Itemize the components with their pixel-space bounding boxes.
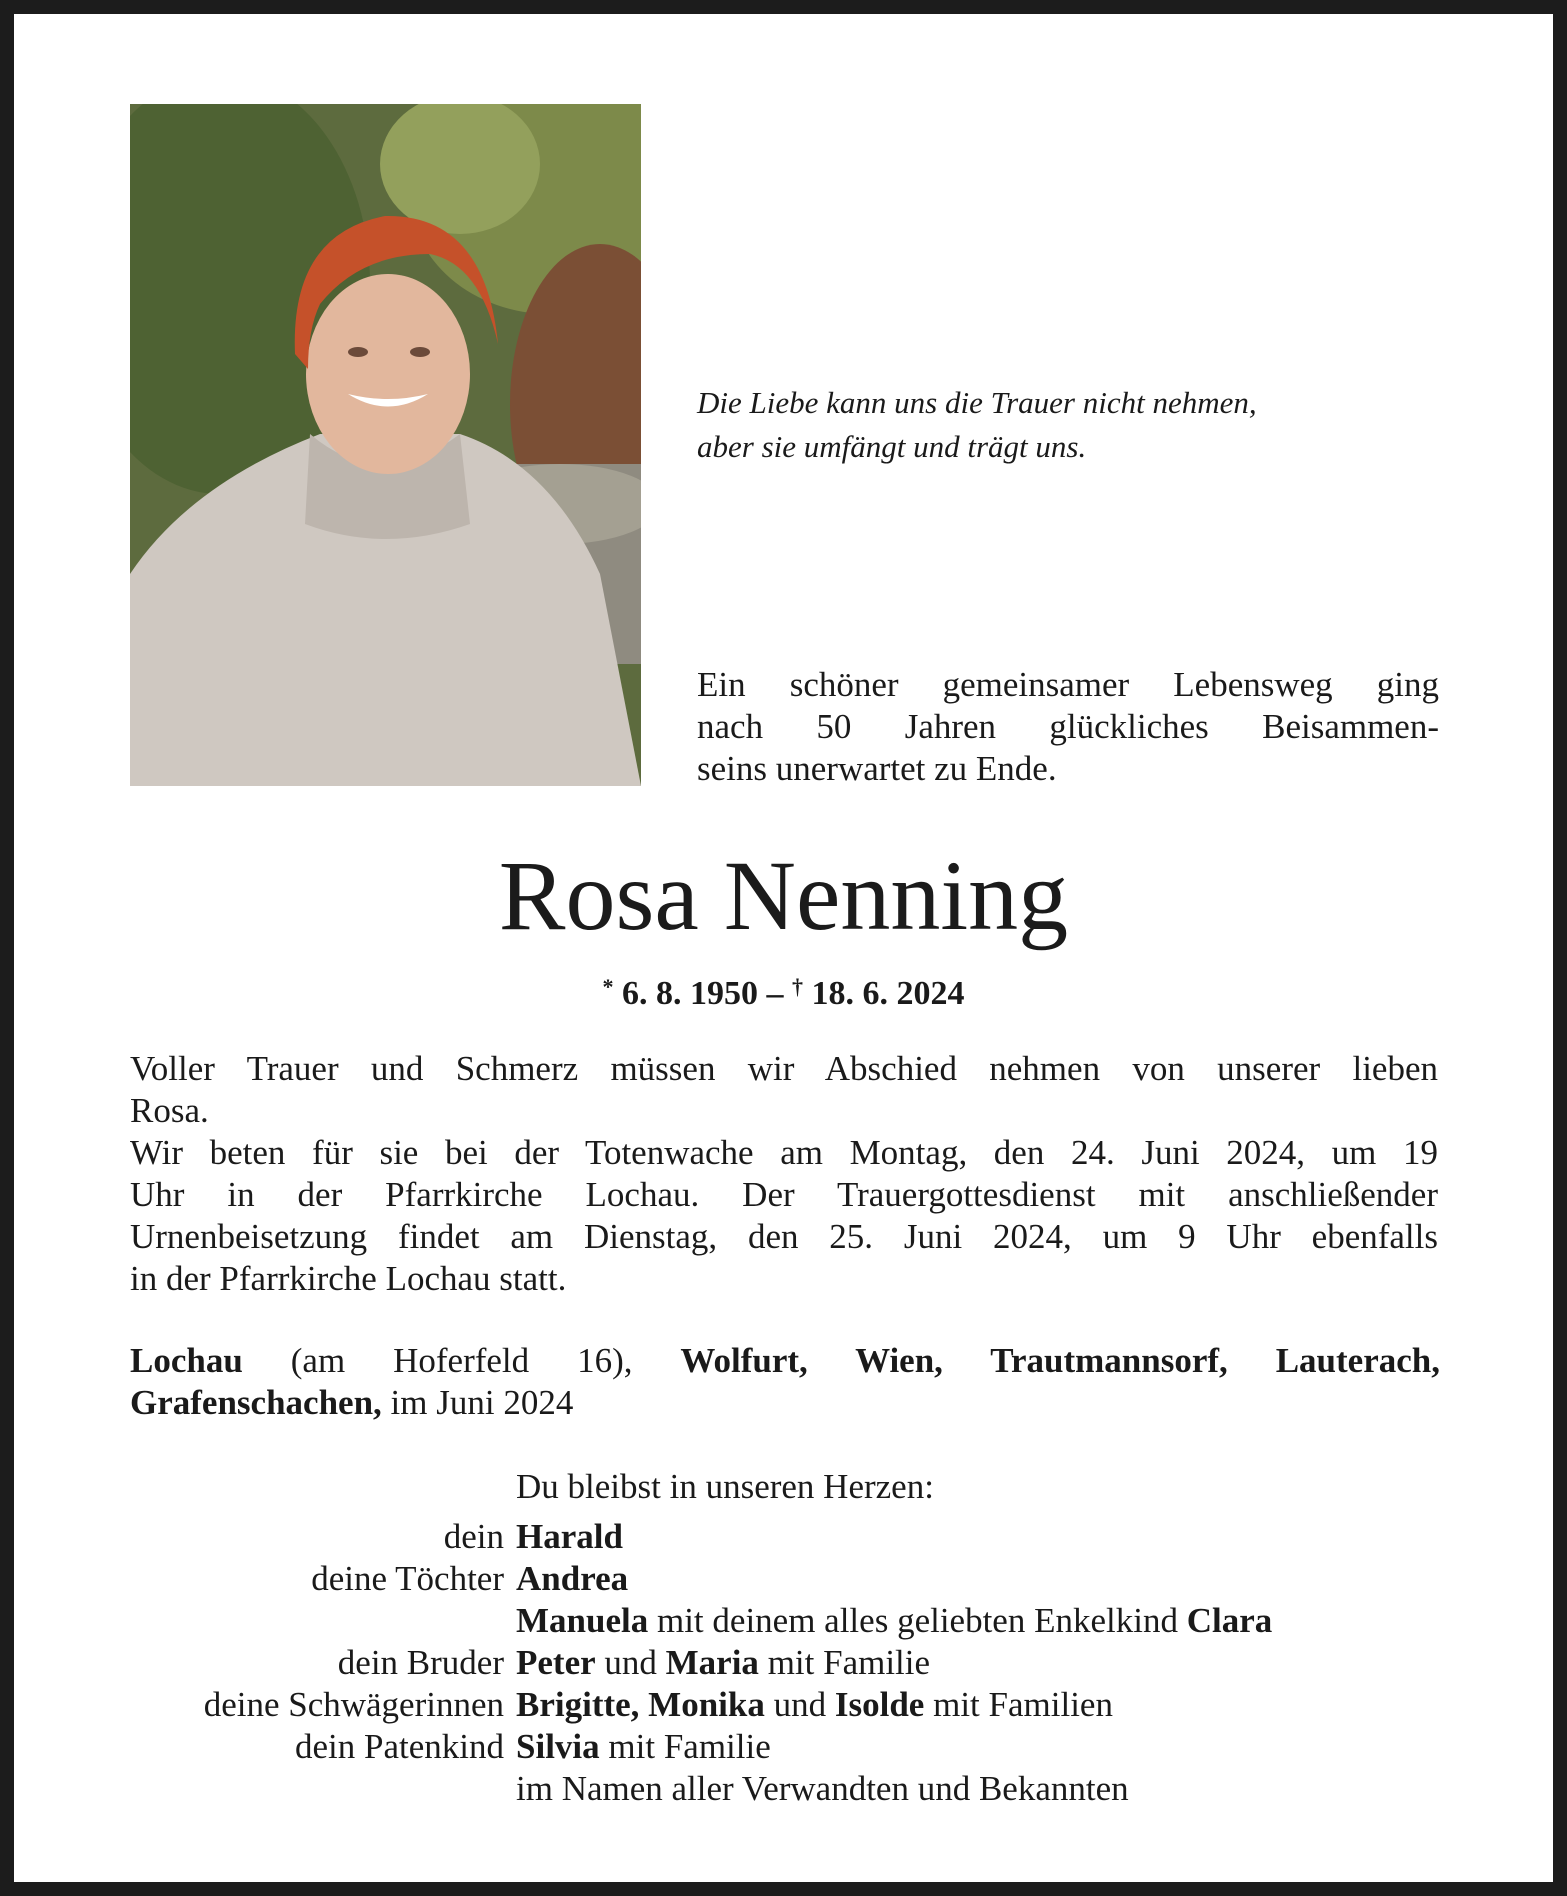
place-name: Wolfurt, Wien, Trautmannsorf, Lauterach,: [680, 1341, 1440, 1380]
quote-line: aber sie umfängt und trägt uns.: [697, 429, 1087, 464]
text-line: Voller Trauer und Schmerz müssen wir Abschied nehmen von unserer lieben: [130, 1049, 1438, 1088]
mourner-names: [516, 1516, 623, 1558]
text-line: Urnenbeisetzung findet am Dienstag, den 25. Juni 2024, um 9 Uhr ebenfalls: [130, 1217, 1438, 1256]
mourner-text: mit Familie: [599, 1727, 771, 1766]
mourner-name: Brigitte, Monika: [516, 1685, 765, 1724]
mourner-names: [516, 1768, 1129, 1810]
mourner-row: [0, 1768, 1567, 1810]
relation-label: dein: [443, 1517, 504, 1556]
text-line: Wir beten für sie bei der Totenwache am Montag, den 24. Juni 2024, um 19: [130, 1133, 1438, 1172]
death-date: 18. 6. 2024: [811, 975, 965, 1012]
mourner-row: [0, 1558, 1567, 1600]
mourner-row: [0, 1516, 1567, 1558]
text-line: Rosa.: [130, 1091, 209, 1130]
place-detail: (am Hoferfeld 16),: [242, 1341, 681, 1380]
mourner-text: mit Familien: [924, 1685, 1113, 1724]
mourner-names: [516, 1600, 1272, 1642]
text-line: in der Pfarrkirche Lochau statt.: [130, 1259, 567, 1298]
mourner-text: und: [595, 1643, 666, 1682]
portrait-photo: [130, 104, 641, 786]
mourner-name: Clara: [1186, 1601, 1273, 1640]
announcement-text: [130, 1048, 1438, 1300]
mourner-name: Silvia: [516, 1727, 600, 1766]
mourner-names: [516, 1684, 1113, 1726]
lifepath-line: Ein schöner gemeinsamer Lebensweg ging: [697, 665, 1439, 704]
place-name: Lochau: [130, 1341, 243, 1380]
mourner-text: mit deinem alles geliebten Enkelkind: [648, 1601, 1187, 1640]
birth-date: 6. 8. 1950: [622, 975, 758, 1012]
life-dates: [0, 965, 1567, 1016]
places-line: [130, 1340, 1440, 1424]
quote-line: Die Liebe kann uns die Trauer nicht nehmen,: [697, 385, 1257, 420]
lifepath-line: nach 50 Jahren glückliches Beisammen-: [697, 707, 1439, 746]
mourner-names: [516, 1558, 628, 1600]
mourner-names: [516, 1726, 771, 1768]
mourner-name: Peter: [516, 1643, 596, 1682]
relation-label: deine Töchter: [311, 1559, 504, 1598]
mourner-row: [0, 1684, 1567, 1726]
deceased-name: Rosa Nenning: [498, 840, 1069, 951]
mourner-row: [0, 1726, 1567, 1768]
mourner-name: Maria: [665, 1643, 759, 1682]
mourner-text: mit Familie: [758, 1643, 931, 1682]
place-date: im Juni 2024: [381, 1383, 574, 1422]
relation-label: deine Schwägerinnen: [203, 1685, 504, 1724]
relation-label: dein Bruder: [337, 1643, 504, 1682]
birth-symbol: *: [602, 974, 614, 999]
death-symbol: †: [792, 974, 803, 999]
mourner-name: Andrea: [516, 1559, 629, 1598]
date-dash: –: [766, 975, 784, 1012]
quote: [697, 381, 1442, 469]
mourner-text: und: [764, 1685, 835, 1724]
farewell-line: Du bleibst in unseren Herzen:: [516, 1467, 934, 1506]
mourner-name: Manuela: [516, 1601, 649, 1640]
places-row: [130, 1340, 1440, 1382]
place-name: Grafenschachen,: [130, 1383, 382, 1422]
mourners-list: [0, 1516, 1567, 1810]
lifepath-text: [697, 664, 1439, 790]
places-row: [130, 1382, 1440, 1424]
mourner-name: Isolde: [834, 1685, 925, 1724]
text-line: Uhr in der Pfarrkirche Lochau. Der Trauergottesdienst mit anschließender: [130, 1175, 1438, 1214]
relation-label: dein Patenkind: [295, 1727, 504, 1766]
mourner-name: Harald: [516, 1517, 623, 1556]
mourner-row: [0, 1600, 1567, 1642]
mourner-row: [0, 1642, 1567, 1684]
lifepath-line: seins unerwartet zu Ende.: [697, 749, 1057, 788]
mourner-text: im Namen aller Verwandten und Bekannten: [516, 1769, 1129, 1808]
mourner-names: [516, 1642, 930, 1684]
